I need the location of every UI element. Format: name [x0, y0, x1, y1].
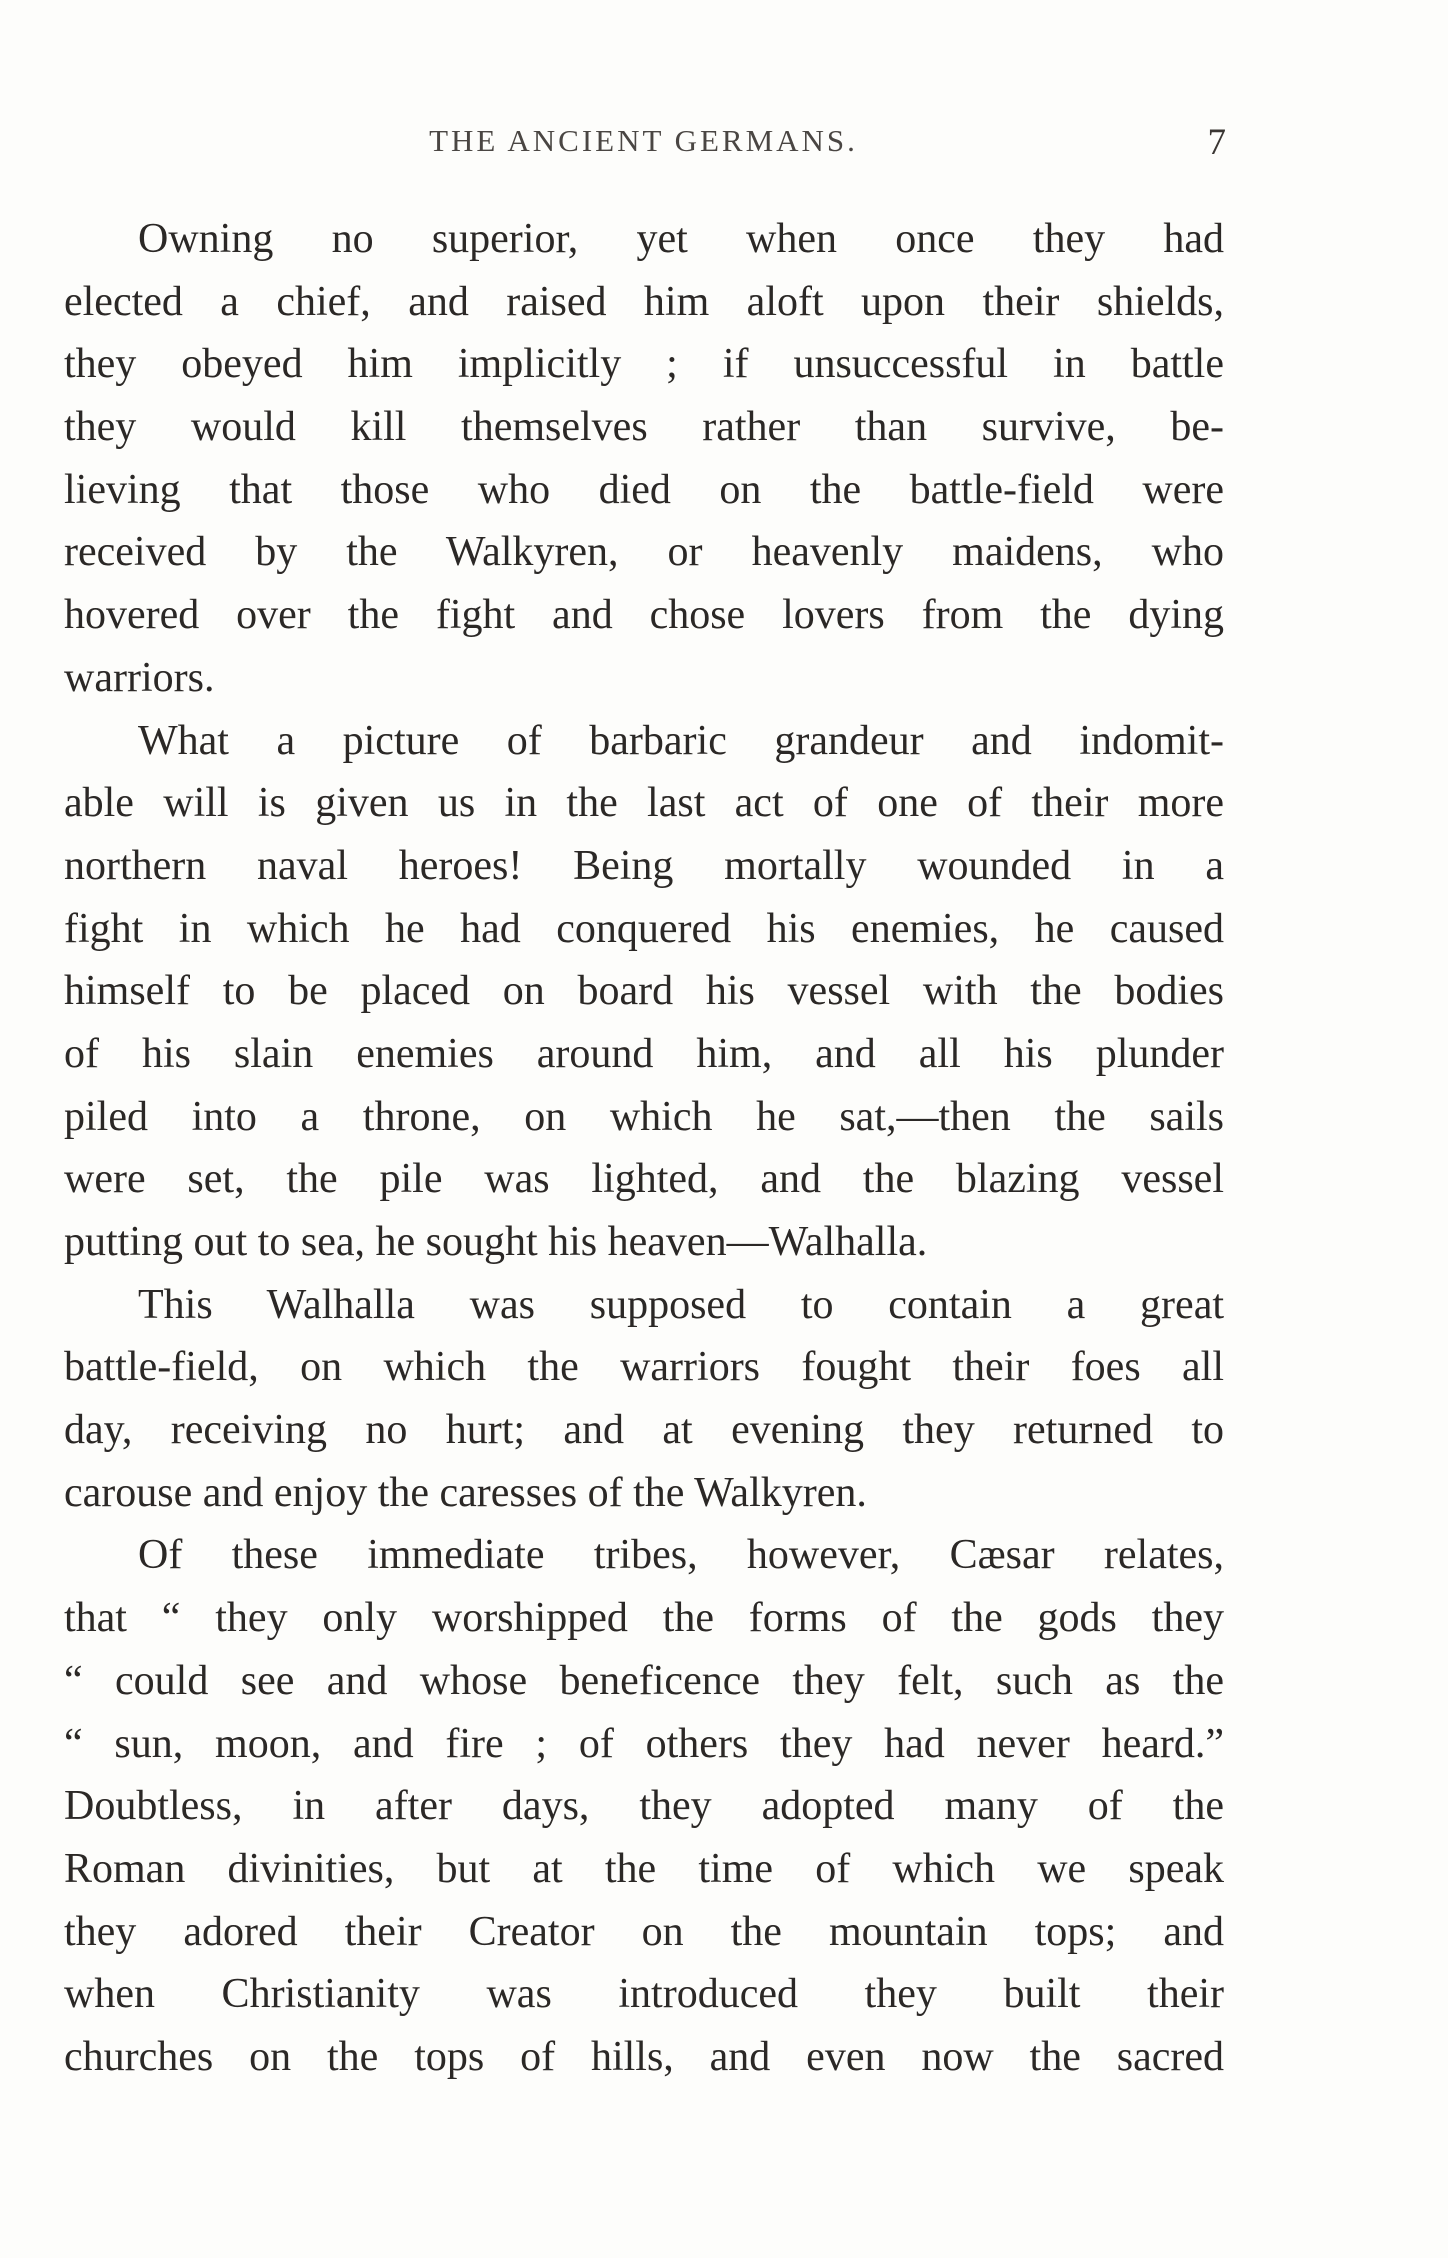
text-line: day, receiving no hurt; and at evening they returned to: [64, 1407, 1224, 1454]
page-number: 7: [1207, 122, 1226, 163]
text-line: “ sun, moon, and fire ; of others they had never heard.”: [64, 1720, 1224, 1767]
text-line: hovered over the fight and chose lovers from the dying: [64, 592, 1224, 639]
text-line: when Christianity was introduced they built their: [64, 1971, 1224, 2018]
text-line: himself to be placed on board his vessel with the bodies: [64, 968, 1224, 1015]
text-line: Doubtless, in after days, they adopted many of the: [64, 1783, 1224, 1830]
text-line: Roman divinities, but at the time of which we speak: [64, 1845, 1224, 1892]
text-line: putting out to sea, he sought his heaven—Walhalla.: [64, 1219, 928, 1265]
text-line: carouse and enjoy the caresses of the Walkyren.: [64, 1469, 867, 1516]
body-text: [64, 208, 1224, 2089]
text-line: This Walhalla was supposed to contain a great: [138, 1281, 1224, 1328]
text-line: that “ they only worshipped the forms of the gods they: [64, 1595, 1224, 1642]
text-line: they adored their Creator on the mountain tops; and: [64, 1908, 1224, 1955]
text-line: of his slain enemies around him, and all his plunder: [64, 1030, 1224, 1077]
text-line: What a picture of barbaric grandeur and indomit-: [138, 717, 1224, 764]
text-line: received by the Walkyren, or heavenly maidens, who: [64, 529, 1224, 576]
text-line: battle-field, on which the warriors fought their foes all: [64, 1344, 1224, 1391]
text-line: they would kill themselves rather than survive, be-: [64, 404, 1224, 451]
text-line: fight in which he had conquered his enemies, he caused: [64, 905, 1224, 952]
text-line: able will is given us in the last act of one of their more: [64, 780, 1224, 827]
text-line: Owning no superior, yet when once they had: [138, 216, 1224, 262]
text-line: churches on the tops of hills, and even now the sacred: [64, 2033, 1224, 2080]
text-line: warriors.: [64, 654, 215, 701]
running-title: THE ANCIENT GERMANS.: [429, 123, 858, 158]
text-line: northern naval heroes! Being mortally wounded in a: [64, 842, 1224, 889]
text-line: they obeyed him implicitly ; if unsuccessful in battle: [64, 341, 1224, 388]
running-head: [66, 122, 1226, 167]
text-line: Of these immediate tribes, however, Cæsar relates,: [138, 1532, 1224, 1579]
text-line: lieving that those who died on the battle-field were: [64, 466, 1224, 513]
text-line: elected a chief, and raised him aloft upon their shields,: [64, 278, 1224, 325]
text-line: were set, the pile was lighted, and the blazing vessel: [64, 1156, 1224, 1203]
text-line: “ could see and whose beneficence they felt, such as the: [64, 1657, 1224, 1704]
text-line: piled into a throne, on which he sat,—then the sails: [64, 1093, 1224, 1140]
